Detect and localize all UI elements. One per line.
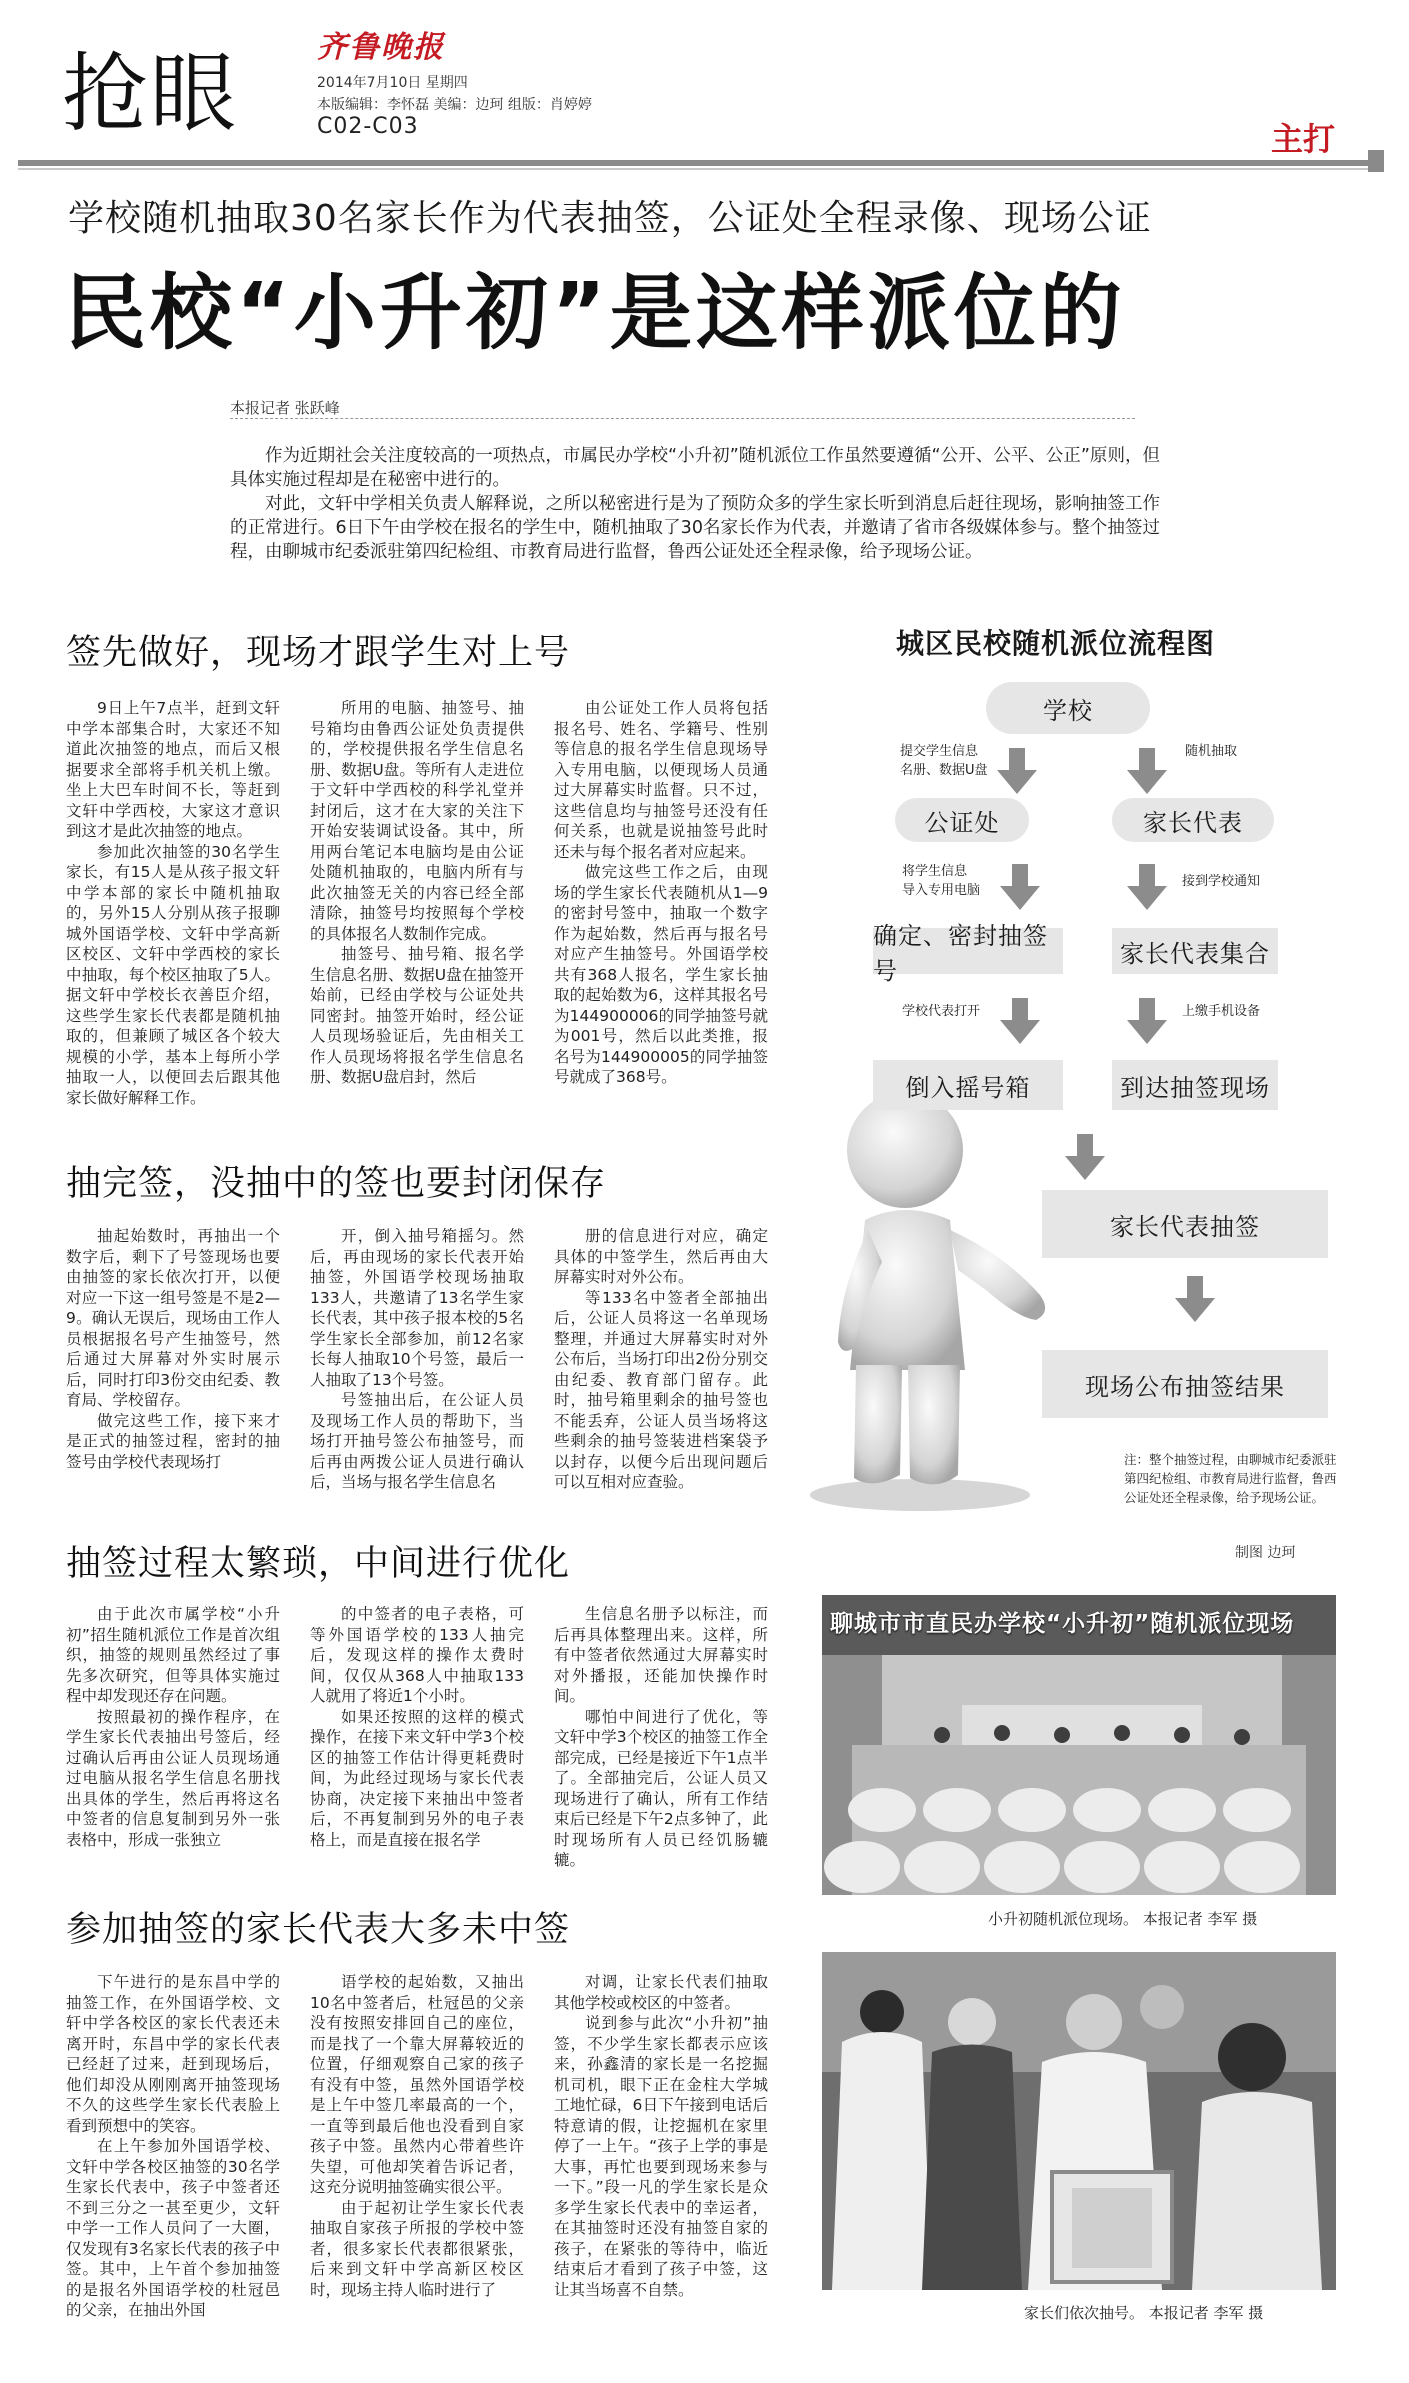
lead-paragraph: 对此，文轩中学相关负责人解释说，之所以秘密进行是为了预防众多的学生家长听到消息后赶往现场，影响抽签工作的正常进行。6日下午由学校在报名的学生中，随机抽取了30名家长作为代表，并邀请了省市各级媒体参与。整个抽签过程，由聊城市纪委派驻第四纪检组、市教育局进行监督，鲁西公证处还全程录像，给予现场公证。 (230, 494, 1160, 562)
article-column (310, 1972, 524, 2300)
article-paragraph: 等133名中签者全部抽出后，公证人员将这一名单现场整理，并通过大屏幕实时对外公布后，当场打印出2份分别交由纪委、教育部门留存。此时，抽号箱里剩余的抽号签也不能丢弃，公证人员当场将这些剩余的抽号签装进档案袋予以封存，以便今后出现问题后可以互相对应查验。 (554, 1288, 768, 1491)
flowchart-credit: 制图 边珂 (1235, 1545, 1296, 1561)
flow-box-parents-gather: 家长代表集合 (1112, 928, 1278, 974)
page-numbers: C02-C03 (317, 114, 419, 139)
article-paragraph: 哪怕中间进行了优化，等文轩中学3个校区的抽签工作全部完成，已经是接近下午1点半了。全部抽完后，公证人员又现场进行了确认，所有工作结束后已经是下午2点多钟了，此时现场所有人员已经饥肠辘辘。 (554, 1707, 768, 1869)
down-arrow-icon (1065, 1134, 1105, 1180)
article-paragraph: 的中签者的电子表格，可等外国语学校的133人抽完后，发现这样的操作太费时间，仅仅从368人中抽取133人就用了将近1个小时。 (310, 1605, 524, 1705)
article-paragraph: 所用的电脑、抽签号、抽号箱均由鲁西公证处负责提供的，学校提供报名学生信息名册、数据U盘。等所有人走进位于文轩中学西校的科学礼堂并封闭后，这才在大家的关注下开始安装调试设备。其中，所用两台笔记本电脑均是由公证处随机抽取的，电脑内所有与此次抽签无关的内容已经全部清除，抽签号均按照每个学校的具体报名人数制作完成。 (310, 699, 524, 943)
article-paragraph: 按照最初的操作程序，在学生家长代表抽出号签后，经过确认后再由公证人员现场通过电脑从报名学生信息名册找出具体的学生，然后再将这名中签者的信息复制到另外一张表格中，形成一张独立 (66, 1707, 280, 1849)
article-paragraph: 下午进行的是东昌中学的抽签工作，在外国语学校、文轩中学各校区的家长代表还未离开时，东昌中学的家长代表已经赶了过来，赶到现场后，他们却没从刚刚离开抽签现场不久的这些学生家长代表脸上看到预想中的笑容。 (66, 1973, 280, 2135)
flow-box-arrive-site: 到达抽签现场 (1112, 1060, 1278, 1110)
section-heading: 抽完签，没抽中的签也要封闭保存 (66, 1164, 607, 1204)
flow-label-school-rep-open: 学校代表打开 (902, 1004, 981, 1019)
article-column (66, 1972, 280, 2321)
flow-box-school: 学校 (986, 682, 1150, 734)
article-paragraph: 生信息名册予以标注，而后再具体整理出来。这样，所有中签者依然通过大屏幕实时对外播报，还能加快操作时间。 (554, 1605, 768, 1705)
flowchart-note: 注：整个抽签过程，由聊城市纪委派驻第四纪检组、市教育局进行监督，鲁西公证处还全程录像，给予现场公证。 (1124, 1452, 1337, 1505)
lead-paragraph: 作为近期社会关注度较高的一项热点，市属民办学校“小升初”随机派位工作虽然要遵循“公开、公平、公正”原则，但具体实施过程却是在秘密中进行的。 (230, 446, 1160, 490)
down-arrow-icon (1127, 998, 1167, 1044)
editors-line: 本版编辑：李怀磊 美编：边珂 组版：肖婷婷 (317, 97, 592, 113)
article-paragraph: 做完这些工作之后，由现场的学生家长代表随机从1—9的密封号签中，抽取一个数字作为起始数，然后再与报名号对应产生抽签号。外国语学校共有368人报名，学生家长抽取的起始数为6，这样其报名号为144900006的同学抽签号就为001号，然后以此类推，报名号为144900005的同学抽签号就成了368号。 (554, 863, 768, 1086)
flow-label-import-info: 将学生信息 导入专用电脑 (902, 864, 981, 898)
photo-banner: 聊城市市直民办学校“小升初”随机派位现场 (830, 1611, 1295, 1637)
paper-name: 齐鲁晚报 (317, 30, 445, 65)
article-paragraph: 9日上午7点半，赶到文轩中学本部集合时，大家还不知道此次抽签的地点，而后又根据要求全部将手机关机上缴。坐上大巴车时间不长，等赶到文轩中学西校，大家这才意识到这才是此次抽签的地点。 (66, 699, 280, 840)
article-paragraph: 由公证处工作人员将包括报名号、姓名、学籍号、性别等信息的报名学生信息现场导入专用电脑，以便现场人员通过大屏幕实时监督。只不过，这些信息均与抽签号还没有任何关系，也就是说抽签号此时还未与每个报名者对应起来。 (554, 699, 768, 861)
article-column (554, 1226, 768, 1493)
section-heading: 抽签过程太繁琐，中间进行优化 (66, 1544, 571, 1584)
article-column (66, 698, 280, 1108)
down-arrow-icon (1000, 998, 1040, 1044)
flow-box-pour-box: 倒入摇号箱 (873, 1060, 1063, 1110)
section-heading: 签先做好，现场才跟学生对上号 (66, 633, 571, 673)
article-paragraph: 说到参与此次“小升初”抽签，不少学生家长都表示应该来，孙鑫清的家长是一名挖掘机司机，眼下正在金柱大学城工地忙碌，6日下午接到电话后特意请的假，让挖掘机在家里停了一上午。“孩子上学的事是大事，再忙也要到现场来参与一下。”段一凡的学生家长是众多学生家长代表中的幸运者，在其抽签时还没有抽签自家的孩子，在紧张的等待中，临近结束后才看到了孩子中签，这让其当场喜不自禁。 (554, 2014, 768, 2299)
flow-label-random-draw: 随机抽取 (1185, 744, 1238, 759)
article-paragraph: 参加此次抽签的30名学生家长，有15人是从孩子报文轩中学本部的家长中随机抽取的，另外15人分别从孩子报聊城外国语学校、文轩中学高新区校区、文轩中学西校的家长中抽取，每个校区抽取了5人。据文轩中学校长衣善臣介绍，这些学生家长代表都是随机抽取的，但兼顾了城区各个较大规模的小学，基本上每所小学抽取一人，以便回去后跟其他家长做好解释工作。 (66, 842, 280, 1107)
article-paragraph: 开，倒入抽号箱摇匀。然后，再由现场的家长代表开始抽签，外国语学校现场抽取133人，共邀请了13名学生家长代表，其中孩子报本校的5名学生家长全部参加，前12名家长每人抽取10个号签，最后一人抽取了13个号签。 (310, 1227, 524, 1389)
article-column (66, 1604, 280, 1850)
flow-label-school-notice: 接到学校通知 (1182, 874, 1261, 889)
flow-box-confirm-seal: 确定、密封抽签号 (873, 928, 1063, 974)
article-paragraph: 对调，让家长代表们抽取其他学校或校区的中签者。 (554, 1973, 768, 2012)
section-title: 抢眼 (62, 44, 238, 144)
article-paragraph: 号签抽出后，在公证人员及现场工作人员的帮助下，当场打开抽号签公布抽签号，而后再由两拨公证人员进行确认后，当场与报名学生信息名 (310, 1391, 524, 1491)
header-rule-thin (18, 168, 1384, 170)
article-column (554, 698, 768, 1088)
down-arrow-icon (1175, 1276, 1215, 1322)
headline-title: 民校“小升初”是这样派位的 (64, 266, 1126, 361)
article-paragraph: 抽起始数时，再抽出一个数字后，剩下了号签现场也要由抽签的家长依次打开，以便对应一下这一组号签是不是2—9。确认无误后，现场由工作人员根据报名号产生抽签号，然后通过大屏幕对外实时展示后，同时打印3份交由纪委、教育局、学校留存。 (66, 1227, 280, 1409)
section-tag: 主打 (1270, 120, 1335, 158)
flow-box-parent-rep: 家长代表 (1112, 798, 1274, 842)
article-paragraph: 册的信息进行对应，确定具体的中签学生，然后再由大屏幕实时对外公布。 (554, 1227, 768, 1286)
article-paragraph: 在上午参加外国语学校、文轩中学各校区抽签的30名学生家长代表中，孩子中签者还不到三分之一甚至更少，文轩中学一工作人员问了一大圈，仅发现有3名家长代表的孩子中签。其中，上午首个参加抽签的是报名外国语学校的杜冠邑的父亲，在抽出外国 (66, 2137, 280, 2319)
flow-label-provide-info: 提交学生信息 名册、数据U盘 (900, 744, 988, 778)
photo-draw-scene (822, 1595, 1336, 1895)
article-paragraph: 由于起初让学生家长代表抽取自家孩子所报的学校中签者，很多家长代表都很紧张，后来到文轩中学高新区校区时，现场主持人临时进行了 (310, 2198, 524, 2299)
article-paragraph: 如果还按照的这样的模式操作，在接下来文轩中学3个校区的抽签工作估计得更耗费时间，为此经过现场与家长代表协商，决定接下来抽出中签者后，不再复制到另外的电子表格上，而是直接在报名学 (310, 1707, 524, 1849)
article-paragraph: 由于此次市属学校“小升初”招生随机派位工作是首次组织，抽签的规则虽然经过了事先多次研究，但等具体实施过程中却发现还存在问题。 (66, 1605, 280, 1705)
article-column (310, 1226, 524, 1493)
person-figure-illustration (790, 1080, 1090, 1520)
headline-kicker: 学校随机抽取30名家长作为代表抽签，公证处全程录像、现场公证 (68, 198, 1152, 239)
flow-box-publish: 现场公布抽签结果 (1042, 1350, 1328, 1418)
section-heading: 参加抽签的家长代表大多未中签 (66, 1910, 571, 1950)
lead-paragraphs (230, 444, 1160, 564)
article-paragraph: 抽签号、抽号箱、报名学生信息名册、数据U盘在抽签开始前，已经由学校与公证处共同密封。抽签开始时，经公证人员现场验证后，先由相关工作人员现场将报名学生信息名册、数据U盘启封，然后 (310, 945, 524, 1086)
article-column (554, 1972, 768, 2300)
flow-box-parents-draw: 家长代表抽签 (1042, 1190, 1328, 1258)
byline: 本报记者 张跃峰 (230, 399, 340, 417)
article-column (310, 1604, 524, 1850)
down-arrow-icon (1000, 864, 1040, 910)
down-arrow-icon (1127, 864, 1167, 910)
article-column (554, 1604, 768, 1871)
header-rule (18, 160, 1384, 166)
flow-box-notary: 公证处 (895, 798, 1029, 842)
photo-parents-drawing-image (822, 1952, 1336, 2290)
article-column (66, 1226, 280, 1472)
article-paragraph: 语学校的起始数，又抽出10名中签者后，杜冠邑的父亲没有按照安排回自己的座位，而是找了一个靠大屏幕较近的位置，仔细观察自己家的孩子有没有中签，虽然外国语学校是上午中签几率最高的一个，一直等到最后他也没看到自家孩子中签。虽然内心带着些许失望，可他却笑着告诉记者，这充分说明抽签确实很公平。 (310, 1973, 524, 2196)
down-arrow-icon (1127, 748, 1167, 794)
byline-rule (230, 418, 1135, 419)
header-rule-tab (1368, 150, 1384, 172)
flowchart-title: 城区民校随机派位流程图 (896, 627, 1216, 660)
down-arrow-icon (997, 748, 1037, 794)
article-column (310, 698, 524, 1088)
photo-caption: 小升初随机派位现场。 本报记者 李军 摄 (988, 1910, 1258, 1928)
photo-caption: 家长们依次抽号。 本报记者 李军 摄 (1024, 2304, 1264, 2322)
flow-label-hand-in-phone: 上缴手机设备 (1182, 1004, 1261, 1019)
article-paragraph: 做完这些工作，接下来才是正式的抽签过程，密封的抽签号由学校代表现场打 (66, 1411, 280, 1471)
photo-parents-drawing (822, 1952, 1336, 2290)
photo-draw-scene-image (822, 1595, 1336, 1895)
date-line: 2014年7月10日 星期四 (317, 75, 468, 91)
